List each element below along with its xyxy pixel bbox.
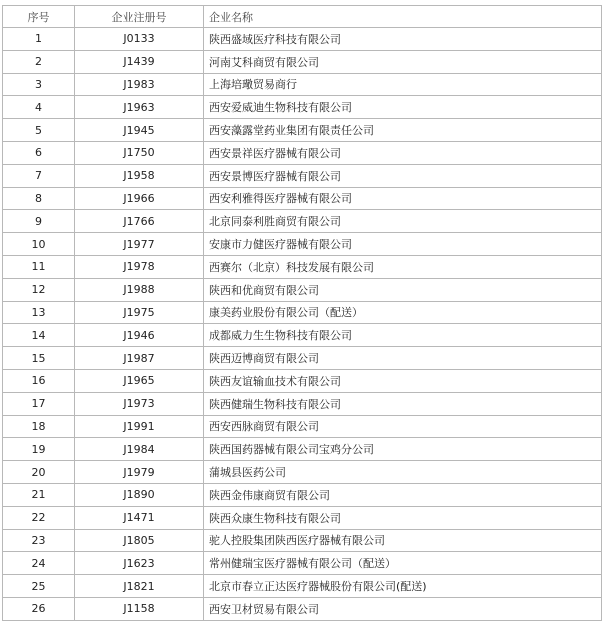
row-registration-cell: J1805 [75,529,204,552]
row-registration-cell: J1973 [75,392,204,415]
row-index-cell: 13 [3,301,75,324]
table-row [3,278,602,301]
row-company-name-cell: 驼人控股集团陕西医疗器械有限公司 [204,529,602,552]
row-company-name-cell: 成都威力生生物科技有限公司 [204,324,602,347]
row-index-cell: 12 [3,278,75,301]
table-row [3,461,602,484]
row-index-cell: 9 [3,210,75,233]
row-registration-cell: J1978 [75,255,204,278]
row-index-cell: 19 [3,438,75,461]
row-company-name-cell: 西安藻露堂药业集团有限责任公司 [204,119,602,142]
table-header-row [3,6,602,28]
row-registration-cell: J1958 [75,164,204,187]
table-row [3,187,602,210]
row-registration-cell: J1983 [75,73,204,96]
row-index-cell: 24 [3,552,75,575]
table-row [3,529,602,552]
row-company-name-cell: 西安景博医疗器械有限公司 [204,164,602,187]
row-index-cell: 17 [3,392,75,415]
row-registration-cell: J1945 [75,119,204,142]
row-index-cell: 8 [3,187,75,210]
row-company-name-cell: 陕西金伟康商贸有限公司 [204,483,602,506]
row-company-name-cell: 陕西国药器械有限公司宝鸡分公司 [204,438,602,461]
row-company-name-cell: 陕西友谊输血技术有限公司 [204,369,602,392]
row-company-name-cell: 西安西脉商贸有限公司 [204,415,602,438]
row-index-cell: 4 [3,96,75,119]
row-registration-cell: J1987 [75,347,204,370]
row-index-cell: 7 [3,164,75,187]
table-body [3,28,602,621]
row-index-cell: 15 [3,347,75,370]
row-company-name-cell: 陕西和优商贸有限公司 [204,278,602,301]
table-row [3,597,602,620]
row-registration-cell: J1966 [75,187,204,210]
row-index-cell: 3 [3,73,75,96]
row-company-name-cell: 陕西健瑞生物科技有限公司 [204,392,602,415]
row-company-name-cell: 西安景祥医疗器械有限公司 [204,141,602,164]
row-registration-cell: J1471 [75,506,204,529]
table-row [3,301,602,324]
row-company-name-cell: 陕西盛域医疗科技有限公司 [204,28,602,51]
table-row [3,50,602,73]
row-index-cell: 2 [3,50,75,73]
row-registration-cell: J1979 [75,461,204,484]
row-index-cell: 16 [3,369,75,392]
table-row [3,96,602,119]
table-row [3,438,602,461]
table-row [3,28,602,51]
row-registration-cell: J1623 [75,552,204,575]
row-company-name-cell: 上海培璥贸易商行 [204,73,602,96]
row-registration-cell: J0133 [75,28,204,51]
table-row [3,164,602,187]
row-registration-cell: J1977 [75,233,204,256]
row-index-cell: 23 [3,529,75,552]
table-row [3,575,602,598]
row-company-name-cell: 陕西众康生物科技有限公司 [204,506,602,529]
row-company-name-cell: 西安爱威迪生物科技有限公司 [204,96,602,119]
row-index-cell: 25 [3,575,75,598]
table-row [3,483,602,506]
table-row [3,210,602,233]
table-row [3,347,602,370]
row-company-name-cell: 北京市春立正达医疗器械股份有限公司(配送) [204,575,602,598]
row-company-name-cell: 河南艾科商贸有限公司 [204,50,602,73]
company-registry-table [2,5,602,621]
row-index-cell: 20 [3,461,75,484]
row-company-name-cell: 陕西迈博商贸有限公司 [204,347,602,370]
row-registration-cell: J1963 [75,96,204,119]
row-company-name-cell: 常州健瑞宝医疗器械有限公司（配送） [204,552,602,575]
table-row [3,552,602,575]
table-row [3,119,602,142]
row-company-name-cell: 西赛尔（北京）科技发展有限公司 [204,255,602,278]
row-index-cell: 14 [3,324,75,347]
header-registration-number: 企业注册号 [75,6,204,28]
row-company-name-cell: 康美药业股份有限公司（配送） [204,301,602,324]
row-index-cell: 6 [3,141,75,164]
row-index-cell: 22 [3,506,75,529]
row-company-name-cell: 西安卫材贸易有限公司 [204,597,602,620]
row-index-cell: 11 [3,255,75,278]
row-company-name-cell: 北京同泰利胜商贸有限公司 [204,210,602,233]
table-row [3,141,602,164]
row-registration-cell: J1890 [75,483,204,506]
row-registration-cell: J1991 [75,415,204,438]
row-index-cell: 18 [3,415,75,438]
row-index-cell: 10 [3,233,75,256]
table-row [3,369,602,392]
row-registration-cell: J1821 [75,575,204,598]
table-row [3,233,602,256]
row-company-name-cell: 蒲城县医药公司 [204,461,602,484]
table-row [3,73,602,96]
row-registration-cell: J1766 [75,210,204,233]
row-index-cell: 1 [3,28,75,51]
row-registration-cell: J1946 [75,324,204,347]
table-row [3,324,602,347]
row-index-cell: 26 [3,597,75,620]
row-company-name-cell: 西安利雅得医疗器械有限公司 [204,187,602,210]
row-index-cell: 21 [3,483,75,506]
row-registration-cell: J1984 [75,438,204,461]
row-registration-cell: J1750 [75,141,204,164]
table-row [3,415,602,438]
table-row [3,392,602,415]
table-row [3,506,602,529]
row-registration-cell: J1439 [75,50,204,73]
row-index-cell: 5 [3,119,75,142]
row-registration-cell: J1158 [75,597,204,620]
row-registration-cell: J1965 [75,369,204,392]
table-row [3,255,602,278]
row-company-name-cell: 安康市力健医疗器械有限公司 [204,233,602,256]
row-registration-cell: J1988 [75,278,204,301]
header-company-name: 企业名称 [204,6,602,28]
header-index: 序号 [3,6,75,28]
row-registration-cell: J1975 [75,301,204,324]
